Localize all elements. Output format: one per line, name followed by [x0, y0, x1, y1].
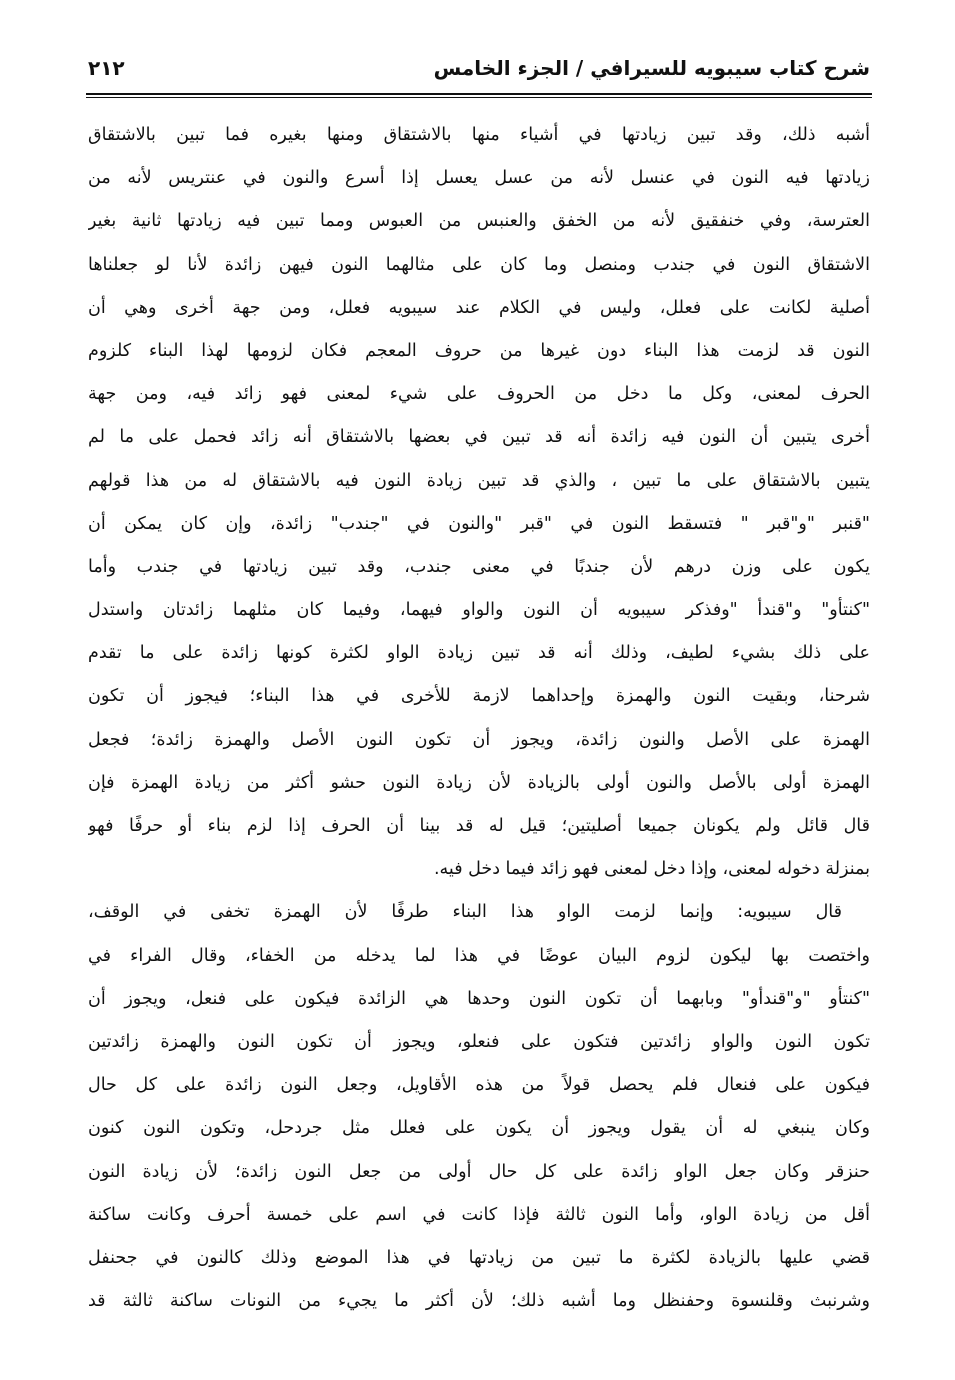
text-line: قال سيبويه: وإنما لزمت الواو هذا البناء طرفًا لأن الهمزة تخفى في الوقف،: [88, 902, 842, 923]
text-line: قضي عليها بالزيادة لكثرة ما تبين من زيادتها في هذا الموضع وذلك كالنون في جحنفل: [88, 1247, 870, 1268]
page-number: ٢١٢: [88, 56, 125, 80]
text-line: وكان ينبغي له أن يقول ويجوز أن يكون على فعلل مثل جردحل، وتكون النون كنون: [88, 1118, 870, 1139]
text-line: أخرى يتبين أن النون فيه زائدة أنه قد تبين في بعضها بالاشتقاق أنه زائد فحمل على ما لم: [88, 427, 870, 448]
text-line: يكون على وزن درهم لأن جندبًا في معنى جندب، وقد تبين زيادتها في جندب وأما: [88, 556, 870, 577]
page-body: [88, 114, 870, 1323]
running-title: شرح كتاب سيبويه للسيرافي / الجزء الخامس: [433, 56, 870, 80]
text-line: بمنزلة دخوله لمعنى، وإذا دخل لمعنى فهو زائد فيما دخل فيه.: [433, 859, 870, 880]
text-line: "كنتأو" و"قندأ "وفذكر سيبويه أن النون والواو فيهما، وفيما كان مثلهما زائدتان واستدل: [88, 600, 870, 621]
text-line: أصلية لكانت على فعلل، وليس في الكلام عند سيبويه فعلل، ومن جهة أخرى وهي أن: [88, 297, 870, 318]
text-line: حنزقر وكان جعل الواو زائدة على كل حال أولى من جعل النون زائدة؛ لأن زيادة النون: [88, 1161, 870, 1182]
text-line: يتبين بالاشتقاق على ما تبين ، والذي قد تبين زيادة النون فيه بالاشتقاق له من هذا قولهم: [88, 470, 870, 491]
text-line: فيكون على فنعال فلم يحصل قولاً من هذه الأقاويل، وجعل النون زائدة على كل حال: [88, 1075, 870, 1096]
text-line: الاشتقاق النون في جندب ومنصل وما كان على مثالهما النون فيهن زائدة لأنا لو جعلناها: [88, 254, 870, 275]
text-line: على ذلك بشيء لطيف، وذلك أنه قد تبين زيادة الواو لكثرة كونها زائدة على ما تقدم: [88, 643, 870, 664]
text-line: شرحنا، وبقيت النون والهمزة وإحداهما لازمة للأخرى في هذا البناء؛ فيجوز أن تكون: [88, 686, 870, 707]
header-rule: [86, 93, 872, 95]
text-line: زيادتها فيه النون في عنسل لأنه من عسل يعسل إذا أسرع والنون في عنتريس لأنه من: [88, 168, 870, 189]
text-line: "كنتأو "و"قندأو" وبابهما أن تكون النون وحدها هي الزائدة فيكون على فنعل، ويجوز أن: [88, 988, 870, 1009]
text-line: أقل من زيادة الواو، وأما النون ثالثة فإذا كانت في اسم على خمسة أحرف وكانت ساكنة: [88, 1204, 870, 1225]
text-line: العترسة، وفي خنفقيق لأنه من الخفق والعنبس من العبوس ومما تبين فيه زيادتها ثانية بغير: [88, 211, 870, 232]
text-line: الهمزة على الأصل والنون زائدة، ويجوز أن تكون النون الأصل والهمزة زائدة؛ فجعل: [88, 729, 870, 750]
text-line: الهمزة أولى بالأصل والنون أولى بالزيادة لأن زيادة النون حشو أكثر من زيادة الهمزة فإن: [88, 772, 870, 793]
running-header: [88, 52, 870, 88]
text-line: واختصت بها ليكون لزوم البيان عوضًا في هذا لما يدخله من الخفاء، وقال الفراء في: [88, 945, 870, 966]
text-line: "قنبر "و"قبر " فتسقط النون في "قبر "والنون في "جندب" زائدة، وإن كان يمكن أن: [88, 513, 870, 534]
text-line: أشبه ذلك، وقد تبين زيادتها في أشياء منها بالاشتقاق ومنها بغيره فما تبين بالاشتقاق: [88, 125, 870, 145]
header-rule-thin: [86, 97, 872, 98]
text-line: تكون النون والواو زائدتين فتكون على فنعلو، ويجوز أن تكون النون والهمزة زائدتين: [88, 1031, 870, 1052]
text-line: قال قائل ولم يكونان جميعا أصليتين؛ قيل له قد بينا أن الحرف إذا لزم بناء أو حرفًا فهو: [88, 816, 870, 836]
text-line: الحرف لمعنى، وكل ما دخل من الحروف على شيء لمعنى فهو زائد فيه، ومن جهة: [88, 384, 870, 405]
text-line: النون قد لزمت هذا البناء دون غيرها من حروف المعجم فكان لزومها لهذا البناء كلزوم: [88, 340, 870, 361]
text-line: وشرنبث وقلنسوة وحفنظل وما أشبه ذلك؛ لأن أكثر ما يجيء من النونات ساكنة ثالثة قد: [88, 1291, 870, 1312]
